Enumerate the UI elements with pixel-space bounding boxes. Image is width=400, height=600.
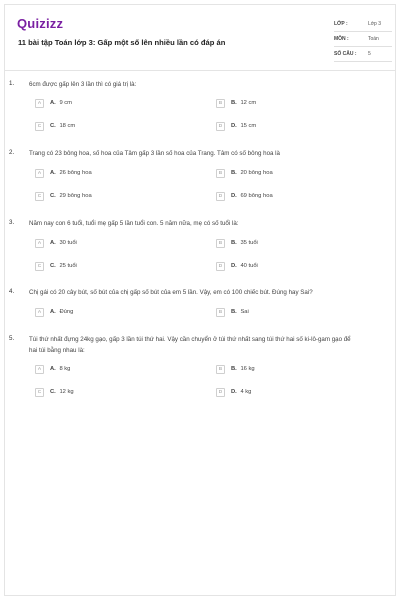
option-letter: C.	[50, 123, 56, 129]
option-letter: A.	[50, 240, 56, 246]
option-letter: B.	[231, 100, 237, 106]
worksheet-meta	[334, 17, 392, 62]
question-number: 4.	[9, 288, 15, 295]
option-letter: B.	[231, 309, 237, 315]
meta-row-subject	[334, 32, 392, 47]
option-box: D	[216, 262, 225, 271]
option-text: 25 tuổi	[59, 263, 77, 269]
option-box: A	[35, 99, 44, 108]
question-number: 2.	[9, 149, 15, 156]
option-text: 16 kg	[240, 366, 255, 372]
option-letter: A.	[50, 309, 56, 315]
option-box: C	[35, 192, 44, 201]
meta-value: Lớp 3	[368, 21, 382, 27]
question-text: Túi thứ nhất đựng 24kg gạo, gấp 3 lần túi thứ hai. Vậy cần chuyển ở túi thứ nhất sang túi thứ hai số ki-lô-gam gạo để hai túi bằng nhau là:	[29, 336, 351, 354]
option-box: B	[216, 308, 225, 317]
option-letter: D.	[231, 389, 237, 395]
option-box: A	[35, 169, 44, 178]
meta-label: SỐ CÂU :	[334, 51, 357, 57]
option-letter: C.	[50, 193, 56, 199]
meta-label: LỚP :	[334, 21, 348, 27]
option-letter: B.	[231, 170, 237, 176]
option-text: 4 kg	[240, 389, 252, 395]
option-box: D	[216, 122, 225, 131]
option-text: 29 bông hoa	[59, 193, 92, 199]
option-letter: D.	[231, 263, 237, 269]
meta-value: Toán	[368, 36, 379, 42]
option-text: 69 bông hoa	[240, 193, 273, 199]
option-letter: A.	[50, 366, 56, 372]
option-text: Đúng	[59, 309, 74, 315]
option-box: C	[35, 262, 44, 271]
option-letter: B.	[231, 366, 237, 372]
option-box: A	[35, 365, 44, 374]
option-box: C	[35, 388, 44, 397]
quizizz-logo: Quizizz	[17, 16, 64, 31]
question-text: Trang có 23 bông hoa, số hoa của Tâm gấp 3 lần số hoa của Trang. Tâm có số bông hoa là	[29, 150, 280, 157]
option-text: 12 kg	[59, 389, 74, 395]
option-letter: D.	[231, 193, 237, 199]
option-letter: D.	[231, 123, 237, 129]
option-text: 30 tuổi	[59, 240, 77, 246]
question-number: 5.	[9, 335, 15, 342]
option-letter: A.	[50, 170, 56, 176]
option-box: D	[216, 192, 225, 201]
meta-row-grade	[334, 17, 392, 32]
question-text: Chị gái có 20 cây bút, số bút của chị gấp số bút của em 5 lần. Vậy, em có 100 chiếc bút. Đúng hay Sai?	[29, 289, 313, 296]
option-text: 12 cm	[240, 100, 257, 106]
option-letter: A.	[50, 100, 56, 106]
option-box: B	[216, 99, 225, 108]
meta-row-question-count	[334, 47, 392, 62]
option-box: B	[216, 365, 225, 374]
option-text: 9 cm	[59, 100, 72, 106]
question-text: Năm nay con 6 tuổi, tuổi mẹ gấp 5 lần tuổi con. 5 năm nữa, mẹ có số tuổi là:	[29, 220, 239, 227]
question-text: 6cm được gấp lên 3 lần thì có giá trị là:	[29, 81, 137, 88]
option-text: 40 tuổi	[240, 263, 258, 269]
option-text: 26 bông hoa	[59, 170, 92, 176]
worksheet-page	[4, 4, 396, 596]
option-box: B	[216, 169, 225, 178]
option-box: B	[216, 239, 225, 248]
question-number: 1.	[9, 80, 15, 87]
option-text: 8 kg	[59, 366, 71, 372]
option-text: 18 cm	[59, 123, 76, 129]
question-number: 3.	[9, 219, 15, 226]
option-letter: B.	[231, 240, 237, 246]
option-letter: C.	[50, 389, 56, 395]
option-box: A	[35, 308, 44, 317]
header-divider	[5, 70, 395, 71]
option-box: C	[35, 122, 44, 131]
option-text: 35 tuổi	[240, 240, 258, 246]
worksheet-title: 11 bài tập Toán lớp 3: Gấp một số lên nhiều lần có đáp án	[18, 38, 226, 47]
meta-label: MÔN :	[334, 36, 349, 42]
worksheet-header	[5, 5, 395, 65]
meta-value: 5	[368, 51, 371, 57]
option-box: D	[216, 388, 225, 397]
option-text: Sai	[240, 309, 249, 315]
option-box: A	[35, 239, 44, 248]
option-text: 15 cm	[240, 123, 257, 129]
option-text: 20 bông hoa	[240, 170, 273, 176]
option-letter: C.	[50, 263, 56, 269]
